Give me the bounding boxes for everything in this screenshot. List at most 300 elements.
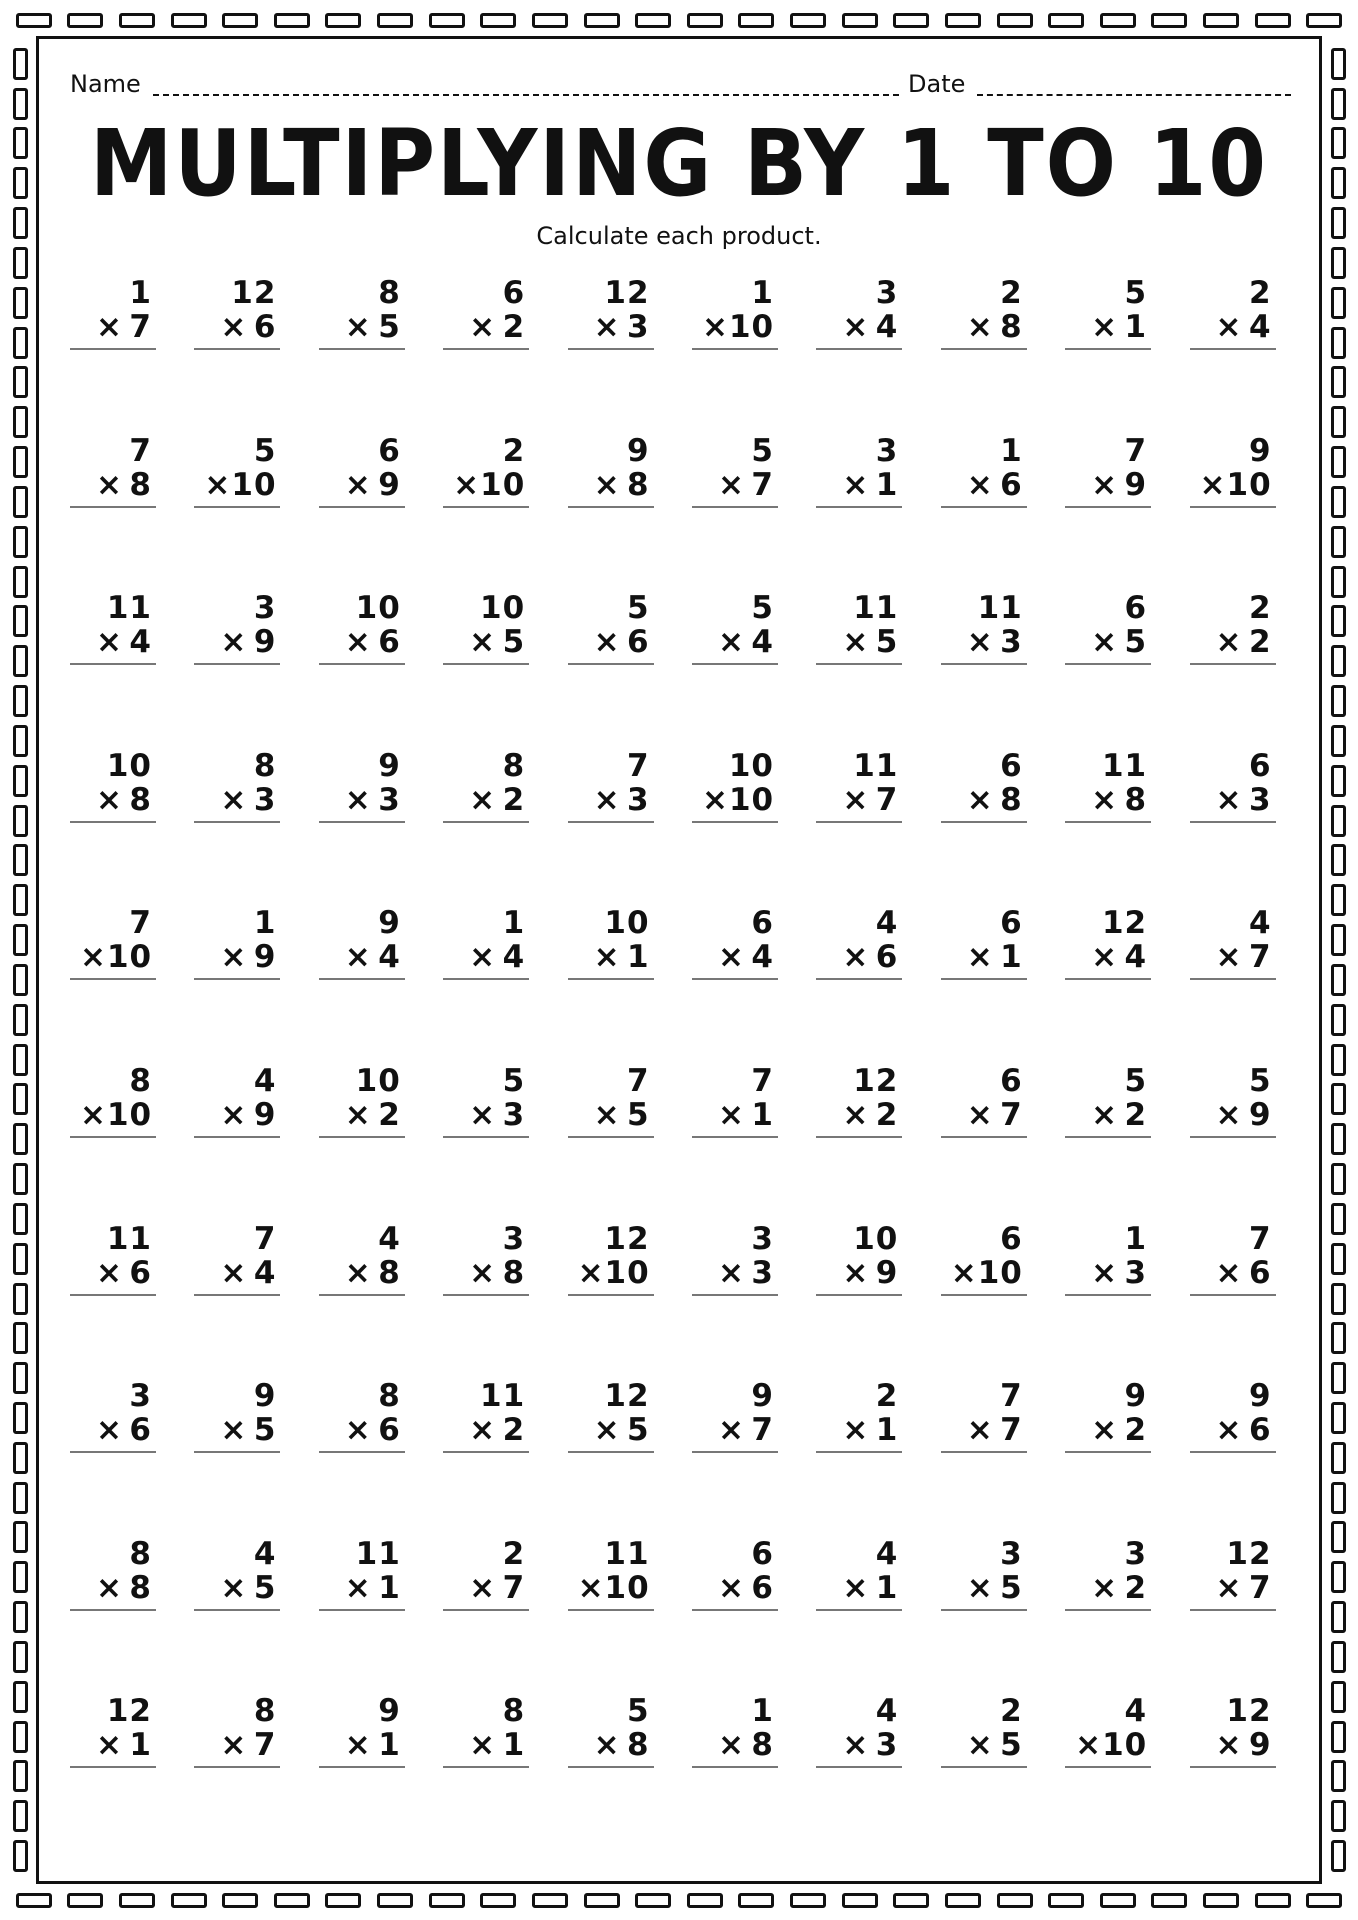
answer-line[interactable] [941, 1136, 1027, 1138]
border-dash [480, 1893, 516, 1908]
answer-line[interactable] [194, 348, 280, 350]
problem [70, 1064, 156, 1222]
answer-line[interactable] [1065, 1294, 1151, 1296]
multiplier: 5 [253, 1412, 277, 1449]
multiplier-row [568, 1571, 654, 1605]
answer-line[interactable] [70, 348, 156, 350]
border-dash [945, 13, 981, 28]
problem [70, 1537, 156, 1695]
border-dash [67, 13, 103, 28]
multiplier-row [941, 1728, 1027, 1762]
border-dash [1331, 884, 1346, 916]
border-dash [1255, 1893, 1291, 1908]
answer-line[interactable] [568, 506, 654, 508]
instructions: Calculate each product. [536, 222, 822, 250]
answer-line[interactable] [194, 1136, 280, 1138]
border-dash [1331, 1123, 1346, 1155]
multiplier: 8 [378, 1254, 401, 1291]
answer-line[interactable] [941, 1294, 1027, 1296]
times-sign: × [842, 1569, 870, 1606]
border-dash [1331, 48, 1346, 80]
border-dash [1331, 446, 1346, 478]
times-sign: × [1091, 309, 1119, 345]
multiplier: 3 [875, 1727, 899, 1764]
border-dash [1100, 1893, 1136, 1908]
times-sign: × [344, 309, 372, 345]
multiplicand: 6 [1248, 747, 1272, 784]
answer-line[interactable] [816, 1609, 902, 1611]
answer-line[interactable] [70, 1451, 156, 1453]
multiplicand: 2 [875, 1378, 899, 1415]
times-sign: × [220, 624, 248, 661]
problem [319, 1222, 405, 1380]
answer-line[interactable] [443, 663, 529, 665]
times-sign: × [1215, 624, 1243, 661]
answer-line[interactable] [692, 821, 778, 823]
answer-line[interactable] [1190, 663, 1276, 665]
problem [568, 1379, 654, 1537]
times-sign: × [717, 1569, 745, 1606]
answer-line[interactable] [70, 978, 156, 980]
multiplicand: 5 [751, 432, 774, 469]
answer-line[interactable] [941, 1451, 1027, 1453]
times-sign: × [717, 1727, 745, 1764]
answer-line[interactable] [319, 348, 405, 350]
multiplier: 4 [1248, 309, 1272, 345]
answer-line[interactable] [941, 1609, 1027, 1611]
answer-line[interactable] [319, 978, 405, 980]
multiplier: 1 [1124, 309, 1148, 345]
times-sign: × [1075, 1727, 1103, 1764]
multiplier-row [941, 1256, 1027, 1290]
answer-line[interactable] [194, 1766, 280, 1768]
times-sign: × [220, 1569, 248, 1606]
times-sign: × [593, 781, 621, 818]
border-dash [997, 13, 1033, 28]
multiplier-row [692, 1098, 778, 1132]
problem [1190, 1379, 1276, 1537]
answer-line[interactable] [692, 348, 778, 350]
multiplier: 10 [231, 466, 277, 503]
answer-line[interactable] [319, 1294, 405, 1296]
multiplier: 8 [129, 1569, 152, 1606]
times-sign: × [469, 939, 497, 976]
multiplier-row [1190, 468, 1276, 502]
date-field[interactable] [977, 94, 1291, 96]
problem [70, 276, 156, 434]
multiplier: 6 [875, 939, 899, 976]
answer-line[interactable] [319, 1451, 405, 1453]
multiplier-row [568, 940, 654, 974]
answer-line[interactable] [568, 663, 654, 665]
problem [319, 1064, 405, 1222]
answer-line[interactable] [1065, 1451, 1151, 1453]
multiplier: 5 [1000, 1569, 1023, 1606]
multiplier-row [319, 310, 405, 344]
problem [692, 1694, 778, 1852]
multiplicand: 5 [502, 1062, 526, 1099]
answer-line[interactable] [941, 1766, 1027, 1768]
answer-line[interactable] [194, 978, 280, 980]
answer-line[interactable] [568, 1766, 654, 1768]
times-sign: × [96, 624, 123, 661]
multiplier-row [816, 1728, 902, 1762]
border-dash [1331, 88, 1346, 120]
answer-line[interactable] [1065, 821, 1151, 823]
times-sign: × [593, 1096, 621, 1133]
answer-line[interactable] [194, 663, 280, 665]
multiplier: 2 [378, 1096, 401, 1133]
times-sign: × [842, 466, 870, 503]
border-dash [945, 1893, 981, 1908]
times-sign: × [593, 1412, 621, 1449]
border-dash [1331, 366, 1346, 398]
multiplier: 3 [1248, 781, 1272, 818]
multiplicand: 8 [129, 1535, 152, 1572]
multiplier-row [1065, 1571, 1151, 1605]
answer-line[interactable] [1190, 1294, 1276, 1296]
multiplicand: 3 [751, 1220, 774, 1257]
answer-line[interactable] [692, 1294, 778, 1296]
border-dash [119, 1893, 155, 1908]
times-sign: × [1215, 1096, 1243, 1133]
multiplier-row [194, 940, 280, 974]
multiplier: 4 [875, 309, 899, 345]
multiplier: 1 [875, 1412, 899, 1449]
answer-line[interactable] [443, 1609, 529, 1611]
multiplier: 2 [875, 1096, 899, 1133]
border-dash [13, 964, 28, 996]
multiplier: 4 [378, 939, 401, 976]
answer-line[interactable] [194, 1451, 280, 1453]
answer-line[interactable] [941, 978, 1027, 980]
multiplier-row [568, 1256, 654, 1290]
answer-line[interactable] [319, 821, 405, 823]
times-sign: × [96, 466, 123, 503]
answer-line[interactable] [443, 348, 529, 350]
multiplicand: 4 [875, 1693, 899, 1730]
border-dash [1331, 526, 1346, 558]
border-dash [1331, 1561, 1346, 1593]
answer-line[interactable] [1065, 1766, 1151, 1768]
answer-line[interactable] [568, 821, 654, 823]
border-dash [13, 1442, 28, 1474]
problem [816, 276, 902, 434]
answer-line[interactable] [816, 1294, 902, 1296]
answer-line[interactable] [568, 1451, 654, 1453]
answer-line[interactable] [816, 348, 902, 350]
border-dash [1331, 924, 1346, 956]
multiplicand: 5 [751, 590, 774, 627]
answer-line[interactable] [941, 506, 1027, 508]
border-dash [13, 1004, 28, 1036]
multiplier: 6 [1248, 1412, 1272, 1449]
times-sign: × [966, 466, 994, 503]
answer-line[interactable] [692, 663, 778, 665]
answer-line[interactable] [443, 1294, 529, 1296]
multiplicand: 4 [1248, 905, 1272, 942]
border-dash [687, 13, 723, 28]
times-sign: × [593, 624, 621, 661]
answer-line[interactable] [443, 978, 529, 980]
multiplier: 1 [875, 466, 899, 503]
multiplicand: 3 [129, 1378, 152, 1415]
multiplier-row [443, 940, 529, 974]
answer-line[interactable] [70, 1294, 156, 1296]
multiplier: 1 [378, 1569, 401, 1606]
problem [816, 1379, 902, 1537]
border-dash [274, 1893, 310, 1908]
answer-line[interactable] [1190, 978, 1276, 980]
answer-line[interactable] [568, 978, 654, 980]
multiplier: 2 [502, 781, 526, 818]
times-sign: × [717, 1254, 745, 1291]
multiplier: 3 [378, 781, 401, 818]
times-sign: × [220, 1096, 248, 1133]
border-dash [1331, 486, 1346, 518]
multiplicand: 8 [253, 1693, 277, 1730]
answer-line[interactable] [568, 1294, 654, 1296]
problem [692, 1064, 778, 1222]
multiplier-row [194, 1098, 280, 1132]
problem [1190, 749, 1276, 907]
answer-line[interactable] [692, 1766, 778, 1768]
times-sign: × [1091, 624, 1119, 661]
times-sign: × [344, 939, 372, 976]
problem [1065, 906, 1151, 1064]
answer-line[interactable] [70, 821, 156, 823]
multiplier: 7 [502, 1569, 526, 1606]
multiplier-row [692, 1256, 778, 1290]
answer-line[interactable] [816, 978, 902, 980]
border-dash [13, 805, 28, 837]
border-dash [1331, 247, 1346, 279]
multiplier-row [1065, 1098, 1151, 1132]
multiplicand: 7 [253, 1220, 277, 1257]
answer-line[interactable] [194, 1294, 280, 1296]
multiplier: 9 [1248, 1727, 1272, 1764]
times-sign: × [469, 1569, 497, 1606]
border-dash [1331, 1601, 1346, 1633]
multiplier: 4 [502, 939, 526, 976]
problem [568, 1694, 654, 1852]
multiplicand: 3 [875, 432, 899, 469]
answer-line[interactable] [692, 1451, 778, 1453]
answer-line[interactable] [941, 663, 1027, 665]
problem [568, 276, 654, 434]
answer-line[interactable] [1065, 663, 1151, 665]
answer-line[interactable] [568, 1609, 654, 1611]
answer-line[interactable] [692, 1609, 778, 1611]
problem [816, 591, 902, 749]
multiplicand: 9 [1248, 432, 1272, 469]
answer-line[interactable] [194, 1609, 280, 1611]
answer-line[interactable] [194, 821, 280, 823]
answer-line[interactable] [319, 1766, 405, 1768]
answer-line[interactable] [443, 1451, 529, 1453]
answer-line[interactable] [443, 1136, 529, 1138]
border-dash [13, 605, 28, 637]
multiplier: 3 [253, 781, 277, 818]
border-dash [1331, 406, 1346, 438]
answer-line[interactable] [1190, 1609, 1276, 1611]
answer-line[interactable] [319, 1136, 405, 1138]
multiplier-row [443, 310, 529, 344]
border-dash [13, 1243, 28, 1275]
answer-line[interactable] [692, 1136, 778, 1138]
multiplier: 6 [626, 624, 650, 661]
answer-line[interactable] [1065, 978, 1151, 980]
problem [319, 749, 405, 907]
multiplier: 4 [253, 1254, 277, 1291]
problem [568, 591, 654, 749]
multiplier-row [941, 1413, 1027, 1447]
answer-line[interactable] [1065, 1136, 1151, 1138]
problem [194, 1222, 280, 1380]
multiplicand: 4 [1124, 1693, 1148, 1730]
border-dash [1331, 1482, 1346, 1514]
multiplier-row [1190, 310, 1276, 344]
page-title: MULTIPLYING BY 1 TO 10 [89, 110, 1268, 217]
times-sign: × [842, 309, 870, 345]
times-sign: × [1091, 939, 1119, 976]
multiplier-row [1065, 1728, 1151, 1762]
answer-line[interactable] [70, 506, 156, 508]
multiplier: 3 [626, 781, 650, 818]
multiplicand: 11 [1101, 747, 1148, 784]
multiplier-row [319, 1098, 405, 1132]
answer-line[interactable] [941, 348, 1027, 350]
answer-line[interactable] [1190, 1451, 1276, 1453]
problem [443, 1694, 529, 1852]
multiplicand: 6 [1000, 905, 1023, 942]
multiplicand: 9 [751, 1378, 774, 1415]
answer-line[interactable] [1065, 506, 1151, 508]
answer-line[interactable] [443, 1766, 529, 1768]
answer-line[interactable] [692, 506, 778, 508]
problem [70, 591, 156, 749]
answer-line[interactable] [1065, 1609, 1151, 1611]
border-dash [1331, 1362, 1346, 1394]
multiplicand: 12 [1101, 905, 1148, 942]
problem [941, 1537, 1027, 1695]
multiplier: 7 [1000, 1412, 1023, 1449]
problem [941, 591, 1027, 749]
answer-line[interactable] [1190, 821, 1276, 823]
answer-line[interactable] [70, 1766, 156, 1768]
multiplier: 8 [129, 466, 152, 503]
answer-line[interactable] [70, 1136, 156, 1138]
answer-line[interactable] [816, 506, 902, 508]
answer-line[interactable] [816, 1451, 902, 1453]
answer-line[interactable] [443, 821, 529, 823]
multiplier: 10 [604, 1254, 650, 1291]
border-dash [67, 1893, 103, 1908]
answer-line[interactable] [568, 1136, 654, 1138]
multiplier: 7 [751, 466, 774, 503]
multiplier-row [319, 625, 405, 659]
multiplier-row [319, 468, 405, 502]
times-sign: × [1091, 781, 1119, 818]
border-dash [13, 1123, 28, 1155]
answer-line[interactable] [319, 1609, 405, 1611]
answer-line[interactable] [692, 978, 778, 980]
multiplier: 1 [1000, 939, 1023, 976]
answer-line[interactable] [319, 663, 405, 665]
answer-line[interactable] [194, 506, 280, 508]
answer-line[interactable] [816, 821, 902, 823]
problem [319, 906, 405, 1064]
multiplicand: 8 [253, 747, 277, 784]
border-dash [16, 13, 52, 28]
multiplier: 8 [129, 781, 152, 818]
times-sign: × [1091, 1096, 1119, 1133]
multiplier: 3 [751, 1254, 774, 1291]
border-dash [13, 1521, 28, 1553]
multiplicand: 1 [253, 905, 277, 942]
answer-line[interactable] [941, 821, 1027, 823]
answer-line[interactable] [816, 1766, 902, 1768]
multiplicand: 2 [1248, 275, 1272, 311]
answer-line[interactable] [1190, 348, 1276, 350]
times-sign: × [96, 309, 123, 345]
multiplier-row [692, 310, 778, 344]
multiplier-row [1190, 783, 1276, 817]
multiplier-row [70, 1571, 156, 1605]
answer-line[interactable] [1190, 1766, 1276, 1768]
answer-line[interactable] [816, 663, 902, 665]
problem [70, 1222, 156, 1380]
multiplier: 10 [106, 1096, 153, 1133]
border-dash [1331, 1721, 1346, 1753]
answer-line[interactable] [319, 506, 405, 508]
problem [70, 749, 156, 907]
problem [941, 1064, 1027, 1222]
times-sign: × [577, 1569, 605, 1606]
problem [692, 1222, 778, 1380]
multiplier: 2 [502, 309, 526, 345]
answer-line[interactable] [1190, 1136, 1276, 1138]
multiplier: 3 [1124, 1254, 1148, 1291]
name-field[interactable] [153, 94, 899, 96]
multiplicand: 11 [977, 590, 1023, 627]
answer-line[interactable] [70, 1609, 156, 1611]
times-sign: × [96, 1254, 123, 1291]
answer-line[interactable] [568, 348, 654, 350]
problem [692, 434, 778, 592]
multiplier-row [70, 1413, 156, 1447]
border-dash [1331, 1203, 1346, 1235]
border-dash [13, 1561, 28, 1593]
problem [1065, 276, 1151, 434]
answer-line[interactable] [816, 1136, 902, 1138]
answer-line[interactable] [70, 663, 156, 665]
answer-line[interactable] [443, 506, 529, 508]
multiplier: 8 [502, 1254, 526, 1291]
problem [70, 906, 156, 1064]
problem [568, 1222, 654, 1380]
problem [443, 749, 529, 907]
multiplier: 8 [1000, 309, 1023, 345]
border-dash [171, 1893, 207, 1908]
problem [1190, 434, 1276, 592]
multiplier-row [70, 468, 156, 502]
answer-line[interactable] [1190, 506, 1276, 508]
answer-line[interactable] [1065, 348, 1151, 350]
multiplier-row [70, 1728, 156, 1762]
multiplier: 10 [1226, 466, 1272, 503]
border-dash [429, 13, 465, 28]
